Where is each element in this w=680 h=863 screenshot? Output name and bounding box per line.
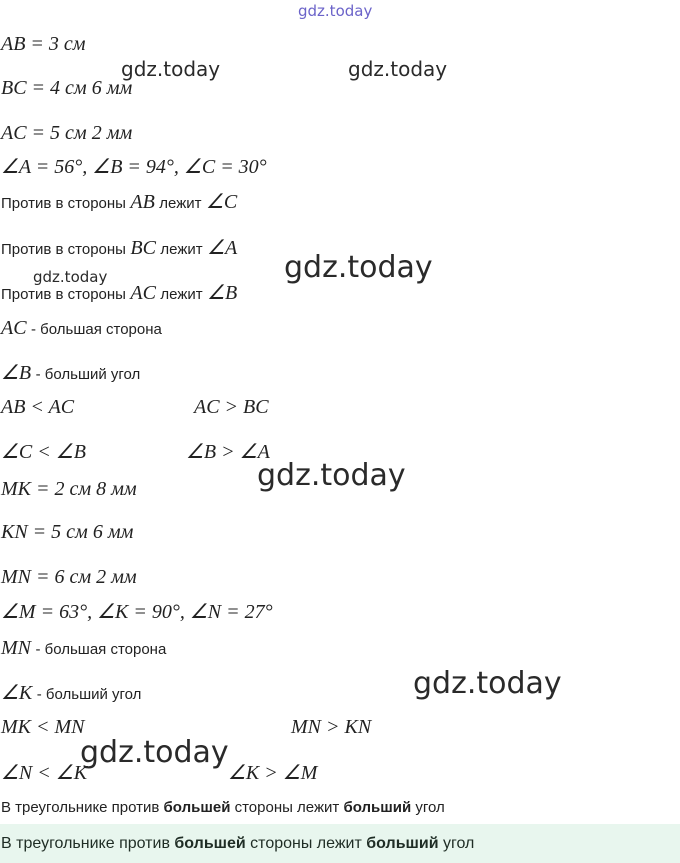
largest-side-mkn bbox=[1, 638, 166, 658]
angle-comparison-left: ∠N < ∠K bbox=[1, 762, 88, 784]
side-comparison-left: MK < MN bbox=[1, 716, 85, 738]
largest-side-text: - большая сторона bbox=[31, 321, 162, 338]
largest-side-symbol: MN bbox=[1, 637, 31, 659]
largest-angle-symbol: ∠B bbox=[1, 362, 32, 384]
statement-angle: ∠C bbox=[205, 191, 238, 213]
side-mk-length: MK = 2 см 8 мм bbox=[1, 478, 137, 500]
angle-comparison-right: ∠B > ∠A bbox=[186, 441, 270, 463]
watermark: gdz.today bbox=[284, 250, 433, 285]
highlighted-answer bbox=[0, 824, 680, 863]
statement-text: Против в стороны bbox=[1, 241, 126, 258]
side-kn-length: KN = 5 см 6 мм bbox=[1, 521, 134, 543]
side-comparison-right: AC > BC bbox=[194, 396, 269, 418]
watermark: gdz.today bbox=[33, 268, 108, 286]
opposite-ac-statement bbox=[1, 283, 237, 303]
largest-angle-abc bbox=[1, 363, 140, 383]
side-comparison-left: AB < AC bbox=[1, 396, 75, 418]
largest-angle-text: - больший угол bbox=[36, 686, 142, 703]
watermark: gdz.today bbox=[257, 458, 406, 493]
statement-side: AB bbox=[130, 191, 155, 213]
statement-text: лежит bbox=[160, 241, 203, 258]
angle-comparison-left: ∠C < ∠B bbox=[1, 441, 86, 463]
statement-text: лежит bbox=[160, 286, 203, 303]
conclusion-text bbox=[1, 800, 445, 815]
watermark: gdz.today bbox=[80, 735, 229, 770]
largest-side-abc bbox=[1, 318, 162, 338]
statement-angle: ∠B bbox=[207, 282, 238, 304]
answer-part: В треугольнике против bbox=[1, 834, 175, 852]
conclusion-part: угол bbox=[411, 799, 445, 816]
watermark: gdz.today bbox=[348, 57, 448, 81]
watermark: gdz.today bbox=[413, 666, 562, 701]
answer-bold: большей bbox=[174, 834, 246, 852]
angles-abc: ∠A = 56°, ∠B = 94°, ∠C = 30° bbox=[1, 156, 267, 178]
largest-side-symbol: AC bbox=[1, 317, 27, 339]
opposite-bc-statement bbox=[1, 238, 237, 258]
largest-angle-symbol: ∠K bbox=[1, 682, 33, 704]
watermark-top: gdz.today bbox=[298, 2, 373, 20]
conclusion-bold: большей bbox=[163, 799, 231, 816]
statement-text: Против в стороны bbox=[1, 286, 126, 303]
statement-angle: ∠A bbox=[207, 237, 238, 259]
largest-side-text: - большая сторона bbox=[35, 641, 167, 658]
opposite-ab-statement bbox=[1, 192, 237, 212]
answer-part: стороны лежит bbox=[245, 834, 367, 852]
statement-text: лежит bbox=[159, 195, 202, 212]
conclusion-part: В треугольнике против bbox=[1, 799, 164, 816]
side-ab-length: AB = 3 см bbox=[1, 33, 86, 55]
side-comparison-right: MN > KN bbox=[291, 716, 372, 738]
watermark: gdz.today bbox=[121, 57, 221, 81]
side-mn-length: MN = 6 см 2 мм bbox=[1, 566, 137, 588]
largest-angle-text: - больший угол bbox=[35, 366, 141, 383]
side-bc-length: BC = 4 см 6 мм bbox=[1, 77, 133, 99]
answer-part: угол bbox=[438, 834, 475, 852]
angle-comparison-right: ∠K > ∠M bbox=[228, 762, 318, 784]
largest-angle-mkn bbox=[1, 683, 141, 703]
statement-side: AC bbox=[130, 282, 156, 304]
conclusion-bold: больший bbox=[343, 799, 412, 816]
statement-side: BC bbox=[130, 237, 156, 259]
answer-bold: больший bbox=[366, 834, 439, 852]
side-ac-length: AC = 5 см 2 мм bbox=[1, 122, 133, 144]
conclusion-part: стороны лежит bbox=[230, 799, 344, 816]
statement-text: Против в стороны bbox=[1, 195, 126, 212]
angles-mkn: ∠M = 63°, ∠K = 90°, ∠N = 27° bbox=[1, 601, 273, 623]
